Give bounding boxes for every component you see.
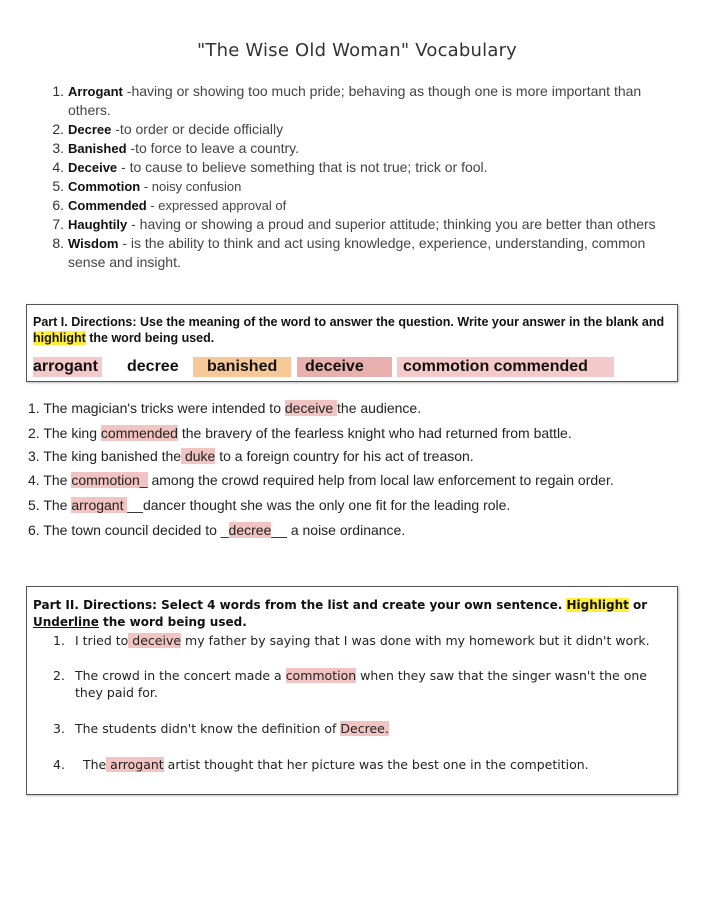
vocab-definition: -to order or decide officially <box>111 121 284 137</box>
vocab-definition: - having or showing a proud and superior attitude; thinking you are better than others <box>127 216 656 232</box>
sentence-2: 2. The crowd in the concert made a commotion when they saw that the singer wasn't the one they paid for. <box>53 668 647 700</box>
answer: arrogant <box>106 757 164 772</box>
answer: commotion_ <box>71 472 148 488</box>
vocab-definition: - noisy confusion <box>140 179 242 194</box>
vocab-word: Banished <box>68 141 127 156</box>
list-item: 4. Deceive - to cause to believe something that is not true; trick or fool. <box>52 159 488 175</box>
answer: commended <box>100 425 178 441</box>
vocab-word: Commotion <box>68 179 141 194</box>
vocab-word: Decree <box>68 122 112 137</box>
vocab-word: Wisdom <box>68 236 119 251</box>
vocab-definition: -having or showing too much pride; behaving as though one is more important than others. <box>68 83 642 118</box>
vocab-definition: - is the ability to think and act using knowledge, experience, understanding, common sense and insight. <box>68 235 646 270</box>
word-bank-arrogant: arrogant <box>33 357 102 377</box>
answer: deceive <box>128 633 182 648</box>
part2-directions: Part II. Directions: Select 4 words from the list and create your own sentence. Highlight or Underline the word being used. <box>33 598 648 629</box>
part1-directions: Part I. Directions: Use the meaning of the word to answer the question. Write your answer in the blank and highlight the word being used. <box>33 315 665 345</box>
list-item: 3. Banished -to force to leave a country. <box>52 140 300 156</box>
word-bank-commotion-commended: commotion commended <box>397 357 614 377</box>
answer: deceive <box>284 400 338 416</box>
answer: duke <box>181 448 216 464</box>
list-item: 7. Haughtily - having or showing a proud and superior attitude; thinking you are better than others <box>52 216 656 232</box>
vocabulary-list <box>36 82 676 272</box>
answer: Decree. <box>340 721 389 736</box>
sentence-1: 1. I tried to deceive my father by saying that I was done with my homework but it didn't work. <box>53 633 650 648</box>
list-item: 1. Arrogant -having or showing too much pride; behaving as though one is more important than others. <box>52 83 642 118</box>
page-title: "The Wise Old Woman" Vocabulary <box>196 40 518 61</box>
answer: decree <box>228 522 272 538</box>
question-1: 1. The magician's tricks were intended to deceive the audience. <box>28 400 422 416</box>
vocab-definition: - to cause to believe something that is not true; trick or fool. <box>117 159 488 175</box>
answer: commotion <box>285 668 357 683</box>
vocab-definition: -to force to leave a country. <box>126 140 300 156</box>
question-3: 3. The king banished the duke to a foreign country for his act of treason. <box>28 448 474 464</box>
word-bank-banished: banished <box>193 357 291 377</box>
question-4: 4. The commotion_ among the crowd required help from local law enforcement to regain order. <box>28 472 614 488</box>
question-6: 6. The town council decided to _decree__ a noise ordinance. <box>28 522 406 538</box>
part2-box <box>26 586 678 795</box>
question-5: 5. The arrogant __dancer thought she was the only one fit for the leading role. <box>28 497 511 513</box>
word-bank-deceive: deceive <box>297 357 392 377</box>
part1-box <box>26 304 678 382</box>
vocab-definition: - expressed approval of <box>146 198 287 213</box>
word-bank-decree: decree <box>127 358 179 375</box>
list-item: 6. Commended - expressed approval of <box>52 197 287 213</box>
list-item: 5. Commotion - noisy confusion <box>52 178 242 194</box>
vocab-word: Arrogant <box>68 84 123 99</box>
answer: arrogant <box>71 497 128 513</box>
vocab-word: Deceive <box>68 160 118 175</box>
vocab-word: Haughtily <box>68 217 128 232</box>
sentence-3: 3. The students didn't know the definition of Decree. <box>53 721 389 736</box>
vocab-word: Commended <box>68 198 147 213</box>
list-item: 2. Decree -to order or decide officially <box>52 121 284 137</box>
sentence-4: 4. The arrogant artist thought that her picture was the best one in the competition. <box>53 757 589 772</box>
question-2: 2. The king commended the bravery of the fearless knight who had returned from battle. <box>28 425 572 441</box>
list-item: 8. Wisdom - is the ability to think and act using knowledge, experience, understanding, common sense and insight. <box>52 235 646 270</box>
